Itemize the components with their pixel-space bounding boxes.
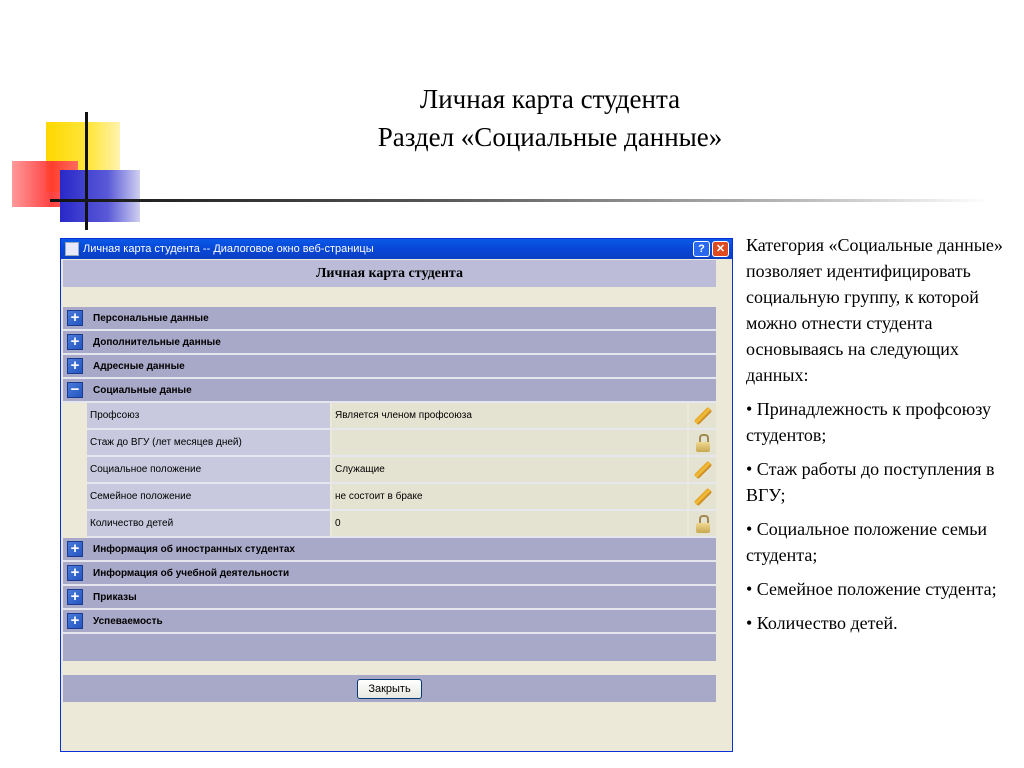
field-value: 0: [332, 511, 687, 536]
pencil-icon[interactable]: [694, 407, 712, 425]
help-button[interactable]: ?: [693, 241, 710, 257]
window-content: [63, 260, 716, 702]
side-bullet: • Принадлежность к профсоюзу студентов;: [746, 399, 991, 445]
minus-icon[interactable]: −: [67, 382, 83, 398]
plus-icon[interactable]: +: [67, 589, 83, 605]
slide-title-line2: Раздел «Социальные данные»: [377, 122, 723, 152]
section-label: Социальные даные: [93, 384, 192, 396]
side-bullet: • Стаж работы до поступления в ВГУ;: [746, 459, 995, 505]
plus-icon[interactable]: +: [67, 334, 83, 350]
section-row[interactable]: [63, 586, 716, 610]
social-data-table: [87, 403, 716, 538]
window-app-icon: [65, 242, 79, 256]
slide-title-line1: Личная карта студента: [419, 84, 681, 114]
window-close-button[interactable]: ✕: [712, 241, 729, 257]
section-row[interactable]: [63, 610, 716, 634]
field-label: Профсоюз: [87, 403, 330, 428]
button-bar: [63, 675, 716, 702]
side-intro: Категория «Социальные данные» позволяет идентифицировать социальную группу, к которой можно отнести студента основываясь на следующих данных:: [746, 235, 1003, 385]
section-row[interactable]: [63, 307, 716, 331]
plus-icon[interactable]: +: [67, 613, 83, 629]
dialog-window: [60, 238, 733, 752]
field-label: Социальное положение: [87, 457, 330, 482]
section-label: Адресные данные: [93, 360, 185, 372]
plus-icon[interactable]: +: [67, 541, 83, 557]
lock-icon: [696, 434, 710, 452]
section-row[interactable]: [63, 355, 716, 379]
slide-title: [230, 80, 870, 156]
field-value: Служащие: [332, 457, 687, 482]
section-social[interactable]: [63, 379, 716, 403]
field-action[interactable]: [689, 457, 716, 482]
lock-icon: [696, 515, 710, 533]
table-row: [87, 484, 716, 511]
field-value: [332, 430, 687, 455]
section-label: Успеваемость: [93, 615, 163, 627]
vertical-line: [85, 112, 88, 230]
field-label: Стаж до ВГУ (лет месяцев дней): [87, 430, 330, 455]
section-row[interactable]: [63, 538, 716, 562]
table-row: [87, 403, 716, 430]
empty-bar: [63, 634, 716, 661]
horizontal-line: [50, 199, 990, 202]
pencil-icon[interactable]: [694, 488, 712, 506]
field-value: не состоит в браке: [332, 484, 687, 509]
table-row: [87, 457, 716, 484]
section-label: Персональные данные: [93, 312, 209, 324]
field-value: Является членом профсоюза: [332, 403, 687, 428]
field-action: [689, 511, 716, 536]
field-label: Количество детей: [87, 511, 330, 536]
section-label: Приказы: [93, 591, 137, 603]
side-bullet: • Социальное положение семьи студента;: [746, 519, 988, 565]
side-bullet: • Количество детей.: [746, 613, 898, 633]
section-row[interactable]: [63, 331, 716, 355]
side-bullet: • Семейное положение студента;: [746, 579, 997, 599]
plus-icon[interactable]: +: [67, 310, 83, 326]
field-action: [689, 430, 716, 455]
window-title: Личная карта студента -- Диалоговое окно веб-страницы: [83, 243, 374, 255]
plus-icon[interactable]: +: [67, 565, 83, 581]
close-dialog-button[interactable]: Закрыть: [357, 679, 421, 699]
card-header: Личная карта студента: [63, 260, 716, 287]
side-description: [746, 232, 1006, 644]
field-action[interactable]: [689, 403, 716, 428]
field-action[interactable]: [689, 484, 716, 509]
plus-icon[interactable]: +: [67, 358, 83, 374]
blue-square: [60, 170, 140, 222]
section-label: Информация об иностранных студентах: [93, 543, 295, 555]
pencil-icon[interactable]: [694, 461, 712, 479]
field-label: Семейное положение: [87, 484, 330, 509]
table-row: [87, 511, 716, 538]
section-row[interactable]: [63, 562, 716, 586]
section-label: Дополнительные данные: [93, 336, 221, 348]
section-label: Информация об учебной деятельности: [93, 567, 290, 579]
window-titlebar[interactable]: [61, 239, 732, 259]
table-row: [87, 430, 716, 457]
